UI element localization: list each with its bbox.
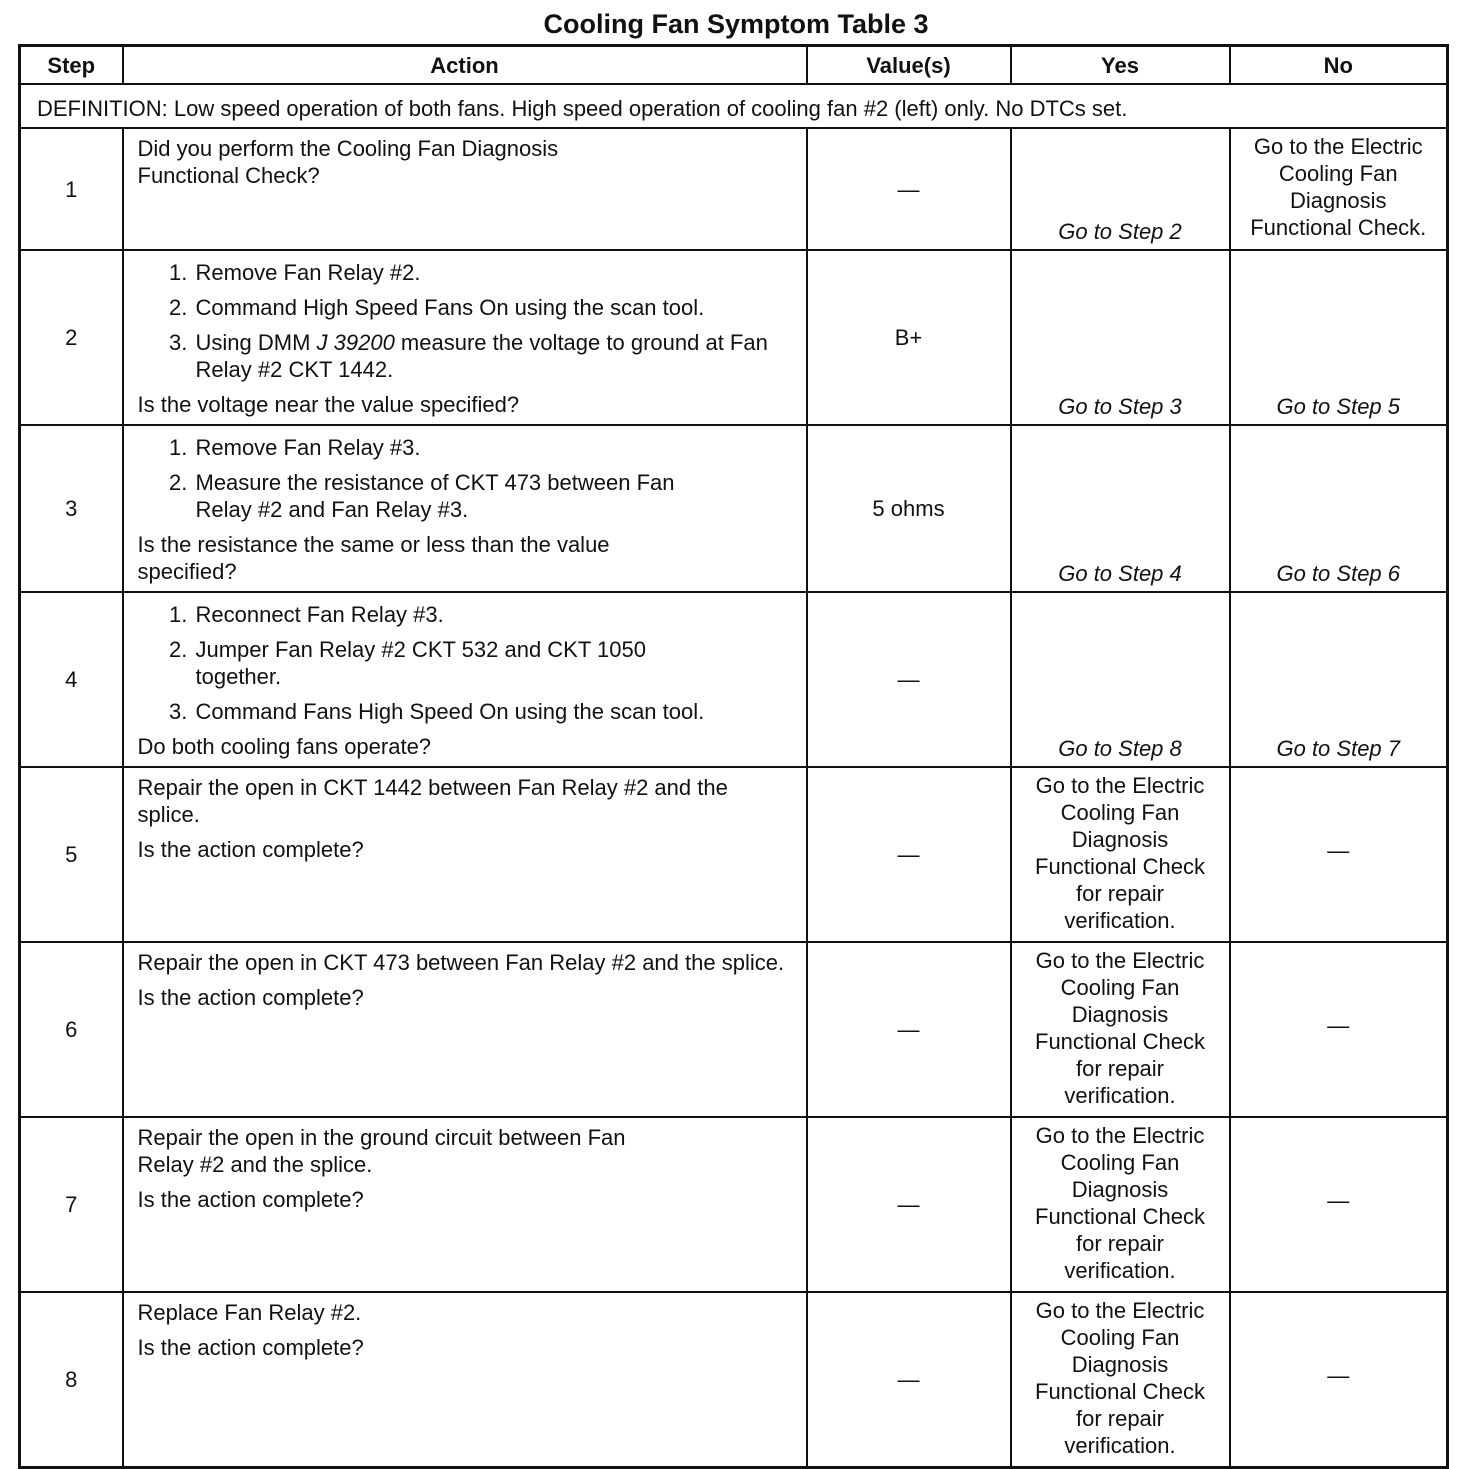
action-question: Is the action complete? xyxy=(137,1335,364,1360)
yes-cell xyxy=(1011,1117,1230,1292)
action-step: 2. Command High Speed Fans On using the scan tool. xyxy=(194,294,794,321)
yes-result: Go to Step 4 xyxy=(1058,561,1182,586)
action-text: Repair the open in the ground circuit between Fan Relay #2 and the splice. xyxy=(137,1125,626,1177)
action-question: Is the resistance the same or less than the value specified? xyxy=(137,532,610,584)
no-result: Go to Step 6 xyxy=(1276,561,1401,586)
step-number: 7 xyxy=(20,1117,123,1292)
table-row xyxy=(20,128,1448,250)
action-text: Did you perform the Cooling Fan Diagnosis Functional Check? xyxy=(137,136,559,188)
table-row xyxy=(20,592,1448,767)
no-cell xyxy=(1230,592,1448,767)
action-text: Repair the open in CKT 473 between Fan Relay #2 and the splice. xyxy=(137,950,785,975)
yes-cell xyxy=(1011,425,1230,592)
action-step: 1. Remove Fan Relay #2. xyxy=(194,259,794,286)
no-result: Go to the Electric Cooling Fan Diagnosis Functional Check. xyxy=(1250,134,1427,240)
value-cell: B+ xyxy=(807,250,1011,425)
no-cell xyxy=(1230,425,1448,592)
no-cell xyxy=(1230,1292,1448,1467)
value-cell: 5 ohms xyxy=(807,425,1011,592)
action-cell xyxy=(123,250,807,425)
step-number: 1 xyxy=(20,128,123,250)
action-step: 1. Reconnect Fan Relay #3. xyxy=(194,601,794,628)
no-cell xyxy=(1230,250,1448,425)
yes-result: Go to Step 8 xyxy=(1058,736,1182,761)
tool-number: J 39200 xyxy=(316,330,395,355)
action-step: 3. Command Fans High Speed On using the scan tool. xyxy=(194,698,794,725)
action-cell xyxy=(123,592,807,767)
header-action: Action xyxy=(123,46,807,85)
header-row xyxy=(20,46,1448,85)
step-number: 3 xyxy=(20,425,123,592)
yes-result: Go to the Electric Cooling Fan Diagnosis Functional Check for repair verification. xyxy=(1035,1123,1205,1283)
yes-result: Go to Step 2 xyxy=(1058,219,1182,244)
action-step xyxy=(194,329,794,383)
no-result: — xyxy=(1327,838,1350,863)
action-steps xyxy=(138,601,794,725)
value-cell: — xyxy=(807,592,1011,767)
yes-cell xyxy=(1011,942,1230,1117)
step-number: 2 xyxy=(20,250,123,425)
value-cell: — xyxy=(807,767,1011,942)
step-number: 4 xyxy=(20,592,123,767)
no-result: — xyxy=(1327,1013,1350,1038)
table-row xyxy=(20,1292,1448,1467)
table-row xyxy=(20,942,1448,1117)
definition-text: DEFINITION: Low speed operation of both fans. High speed operation of cooling fan #2 (left) only. No DTCs set. xyxy=(20,84,1448,128)
table-row xyxy=(20,1117,1448,1292)
action-steps xyxy=(138,259,794,383)
no-result: Go to Step 7 xyxy=(1276,736,1401,761)
yes-cell xyxy=(1011,128,1230,250)
header-values: Value(s) xyxy=(807,46,1011,85)
yes-result: Go to the Electric Cooling Fan Diagnosis Functional Check for repair verification. xyxy=(1035,773,1205,933)
action-cell xyxy=(123,1292,807,1467)
action-text: Repair the open in CKT 1442 between Fan Relay #2 and the splice. xyxy=(137,775,728,827)
step-number: 5 xyxy=(20,767,123,942)
action-question: Is the action complete? xyxy=(137,837,364,862)
table-row xyxy=(20,250,1448,425)
action-step: 2. Measure the resistance of CKT 473 between Fan Relay #2 and Fan Relay #3. xyxy=(194,469,696,523)
yes-result: Go to Step 3 xyxy=(1058,394,1182,419)
yes-result: Go to the Electric Cooling Fan Diagnosis Functional Check for repair verification. xyxy=(1035,948,1205,1108)
header-no: No xyxy=(1230,46,1448,85)
action-cell xyxy=(123,1117,807,1292)
yes-cell xyxy=(1011,767,1230,942)
action-question: Do both cooling fans operate? xyxy=(137,734,432,759)
symptom-table xyxy=(18,44,1449,1469)
header-step: Step xyxy=(20,46,123,85)
action-steps xyxy=(138,434,794,523)
action-step: 1. Remove Fan Relay #3. xyxy=(194,434,794,461)
value-cell: — xyxy=(807,1292,1011,1467)
action-cell xyxy=(123,767,807,942)
no-cell xyxy=(1230,1117,1448,1292)
value-cell: — xyxy=(807,942,1011,1117)
action-text: Replace Fan Relay #2. xyxy=(137,1300,362,1325)
no-cell xyxy=(1230,767,1448,942)
step-number: 8 xyxy=(20,1292,123,1467)
action-step-text: Using DMM xyxy=(195,330,317,355)
yes-cell xyxy=(1011,250,1230,425)
header-yes: Yes xyxy=(1011,46,1230,85)
no-cell xyxy=(1230,128,1448,250)
action-question: Is the action complete? xyxy=(137,985,364,1010)
action-cell xyxy=(123,128,807,250)
action-question: Is the voltage near the value specified? xyxy=(137,392,520,417)
step-number: 6 xyxy=(20,942,123,1117)
yes-cell xyxy=(1011,592,1230,767)
no-result: — xyxy=(1327,1363,1350,1388)
action-cell xyxy=(123,425,807,592)
value-cell: — xyxy=(807,1117,1011,1292)
table-row xyxy=(20,425,1448,592)
no-result: Go to Step 5 xyxy=(1276,394,1401,419)
yes-cell xyxy=(1011,1292,1230,1467)
action-step: 2. Jumper Fan Relay #2 CKT 532 and CKT 1050 together. xyxy=(194,636,736,690)
yes-result: Go to the Electric Cooling Fan Diagnosis Functional Check for repair verification. xyxy=(1035,1298,1205,1458)
action-question: Is the action complete? xyxy=(137,1187,364,1212)
page-title: Cooling Fan Symptom Table 3 xyxy=(543,9,929,39)
no-result: — xyxy=(1327,1188,1350,1213)
action-step-text: measure the voltage to ground at Fan Relay #2 CKT 1442. xyxy=(195,330,768,382)
definition-row xyxy=(20,84,1448,128)
no-cell xyxy=(1230,942,1448,1117)
value-cell: — xyxy=(807,128,1011,250)
action-cell xyxy=(123,942,807,1117)
table-row xyxy=(20,767,1448,942)
